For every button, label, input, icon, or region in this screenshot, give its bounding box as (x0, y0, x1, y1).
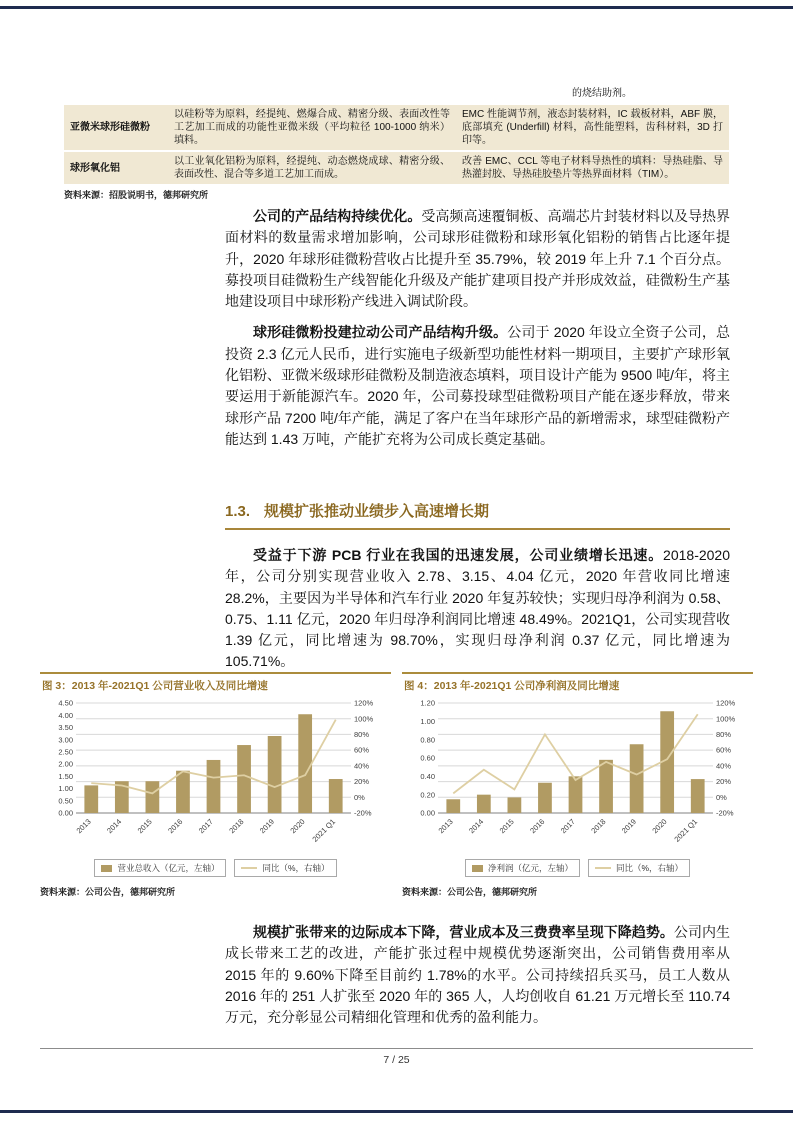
svg-text:2015: 2015 (497, 817, 516, 836)
paragraph-lead: 受益于下游 PCB 行业在我国的迅速发展，公司业绩增长迅速。 (253, 547, 664, 563)
svg-text:0.80: 0.80 (420, 735, 435, 745)
svg-text:0.60: 0.60 (420, 753, 435, 763)
svg-text:2013: 2013 (74, 817, 93, 836)
svg-text:2016: 2016 (528, 817, 547, 836)
page-bottom-rule (0, 1110, 793, 1113)
bar-swatch-icon (472, 865, 483, 872)
paragraph-lead: 规模扩张带来的边际成本下降，营业成本及三费费率呈现下降趋势。 (253, 924, 674, 940)
section-title: 规模扩张推动业绩步入高速增长期 (264, 503, 490, 520)
svg-text:4.50: 4.50 (58, 698, 73, 708)
body-text-block-2 (225, 545, 730, 683)
svg-text:2019: 2019 (257, 817, 277, 836)
svg-text:3.50: 3.50 (58, 723, 73, 733)
legend-item-line (234, 859, 336, 877)
paragraph-body: 受高频高速覆铜板、高端芯片封装材料以及导热界面材料的数量需求增加影响，公司球形硅微粉和球形氧化铝粉的销售占比逐年提升，2020 年球形硅微粉营收占比提升至 35.79%，较 2019 年上升 7.1 个百分点。募投项目硅微粉生产线智能化升级及产能扩建项目投产并形成效益，硅微粉生产基地建设项目中球形粉产线进入调试阶段。 (225, 208, 731, 310)
svg-text:2014: 2014 (105, 817, 124, 836)
cell-application-continuation: 的烧结助剂。 (572, 88, 632, 99)
legend-label: 同比（%，右轴） (262, 863, 330, 873)
svg-text:2016: 2016 (166, 817, 185, 836)
body-text-block-3 (225, 922, 730, 1038)
svg-text:1.50: 1.50 (58, 771, 73, 781)
svg-text:1.00: 1.00 (420, 716, 435, 726)
legend-item-bar (465, 859, 580, 877)
line-swatch-icon (595, 867, 611, 869)
svg-text:2019: 2019 (619, 817, 639, 836)
paragraph (225, 922, 730, 1028)
cell-product-name (64, 84, 168, 103)
svg-text:100%: 100% (716, 714, 736, 724)
paragraph-body: 公司内生成长带来工艺的改进，产能扩张过程中规模优势逐渐突出，公司销售费用率从 2015 年的 9.60%下降至目前约 1.78%的水平。公司持续招兵买马，员工人数从 2016 年的 251 人扩张至 2020 年的 365 人，人均创收自 61.21 万元增长至 110.74 万元，充分彰显公司精细化管理和优秀的盈利能力。 (225, 924, 731, 1026)
svg-text:1.00: 1.00 (58, 784, 73, 794)
paragraph (225, 206, 730, 312)
section-number: 1.3. (225, 503, 251, 520)
chart-plot (402, 695, 753, 853)
svg-text:0.40: 0.40 (420, 771, 435, 781)
charts-row (40, 672, 753, 898)
svg-text:2018: 2018 (227, 817, 246, 836)
svg-text:120%: 120% (354, 698, 374, 708)
table-row-continuation (64, 84, 729, 103)
svg-text:2021 Q1: 2021 Q1 (672, 817, 700, 844)
page-top-rule (0, 6, 793, 9)
svg-text:2017: 2017 (558, 817, 577, 836)
svg-text:0.00: 0.00 (58, 808, 73, 818)
product-table (64, 84, 729, 202)
svg-text:100%: 100% (354, 714, 374, 724)
chart-legend (40, 859, 391, 877)
legend-item-line (588, 859, 690, 877)
svg-text:2013: 2013 (436, 817, 455, 836)
line-swatch-icon (241, 867, 257, 869)
svg-text:-20%: -20% (354, 808, 372, 818)
svg-text:20%: 20% (354, 777, 370, 787)
cell-process: 以硅粉等为原料，经提纯、燃爆合成、精密分级、表面改性等工艺加工而成的功能性亚微米级（平均粒径 100-1000 纳米）填料。 (174, 109, 450, 146)
cell-process: 以工业氧化铝粉为原料，经提纯、动态燃烧成球、精密分级、表面改性、混合等多道工艺加工而成。 (174, 156, 450, 180)
svg-text:2017: 2017 (196, 817, 215, 836)
svg-text:4.00: 4.00 (58, 710, 73, 720)
svg-text:2020: 2020 (650, 817, 669, 836)
chart-title: 图 4：2013 年-2021Q1 公司净利润及同比增速 (402, 672, 753, 695)
svg-text:3.00: 3.00 (58, 735, 73, 745)
cell-process (168, 84, 456, 103)
legend-label: 同比（%，右轴） (615, 863, 684, 873)
svg-text:2.00: 2.00 (58, 759, 73, 769)
chart-legend (402, 859, 753, 877)
svg-text:120%: 120% (716, 698, 736, 708)
svg-text:1.20: 1.20 (420, 698, 435, 708)
cell-product-name: 亚微米球形硅微粉 (70, 122, 150, 133)
page-footer (40, 1048, 753, 1066)
figure-4-net-profit-chart (402, 672, 753, 898)
table-row (64, 105, 729, 150)
cell-application: 改善 EMC、CCL 等电子材料导热性的填料：导热硅脂、导热灌封胶、导热硅胶垫片等热界面材料（TIM）。 (462, 156, 723, 180)
page-number: 7 / 25 (383, 1054, 410, 1066)
paragraph (225, 545, 730, 673)
svg-text:0.00: 0.00 (420, 808, 435, 818)
svg-text:-20%: -20% (716, 808, 734, 818)
svg-text:2020: 2020 (288, 817, 307, 836)
paragraph-lead: 球形硅微粉投建拉动公司产品结构升级。 (253, 324, 508, 341)
paragraph-lead: 公司的产品结构持续优化。 (253, 208, 422, 224)
svg-text:0%: 0% (716, 792, 727, 802)
svg-text:0.20: 0.20 (420, 790, 435, 800)
chart-source: 资料来源：公司公告，德邦研究所 (402, 887, 538, 897)
cell-application: EMC 性能调节剂，液态封装材料，IC 载板材料，ABF 膜，底部填充 (Underfill) 材料，高性能塑料，齿科材料，3D 打印等。 (462, 109, 723, 146)
paragraph (225, 322, 730, 450)
svg-text:2015: 2015 (135, 817, 154, 836)
paragraph-body: 公司于 2020 年设立全资子公司，总投资 2.3 亿元人民币，进行实施电子级新型功能性材料一期项目，主要扩产球形氧化铝粉、亚微米级球形硅微粉及制造液态填料，项目设计产能为 9500 吨/年，将主要运用于新能源汽车。2020 年，公司募投球型硅微粉项目产能在逐步释放，带来球形产品 7200 吨/年产能，满足了客户在当年球形产品的新增需求，球型硅微粉产能达到 1.43 万吨，产能扩充将为公司成长奠定基础。 (225, 324, 730, 447)
bar-swatch-icon (101, 865, 112, 872)
figure-3-revenue-chart (40, 672, 391, 898)
legend-label: 营业总收入（亿元，左轴） (117, 863, 220, 873)
body-text-block-1 (225, 206, 730, 460)
svg-text:40%: 40% (354, 761, 370, 771)
svg-text:60%: 60% (716, 745, 732, 755)
svg-text:0.50: 0.50 (58, 796, 73, 806)
svg-text:2021 Q1: 2021 Q1 (310, 817, 338, 844)
svg-text:60%: 60% (354, 745, 370, 755)
table-source: 资料来源：招股说明书，德邦研究所 (64, 190, 209, 200)
svg-text:80%: 80% (354, 730, 370, 740)
chart-source: 资料来源：公司公告，德邦研究所 (40, 887, 176, 897)
chart-title: 图 3：2013 年-2021Q1 公司营业收入及同比增速 (40, 672, 391, 695)
section-heading (225, 500, 730, 530)
cell-product-name: 球形氧化铝 (70, 162, 120, 174)
table-row (64, 152, 729, 184)
svg-text:40%: 40% (716, 761, 732, 771)
paragraph-body: 2018-2020 年，公司分别实现营业收入 2.78、3.15、4.04 亿元，2020 年营收同比增速 28.2%，主要因为半导体和汽车行业 2020 年复苏较快；实现归母净利润为 0.58、0.75、1.11 亿元，2020 年归母净利润同比增速 48.49%。2021Q1，公司实现营收 1.39 亿元，同比增速为 98.70%，实现归母净利润 0.37 亿元，同比增速为 105.71%。 (225, 547, 730, 670)
svg-text:2.50: 2.50 (58, 747, 73, 757)
legend-item-bar (94, 859, 226, 877)
svg-text:2018: 2018 (589, 817, 608, 836)
legend-label: 净利润（亿元，左轴） (487, 863, 573, 873)
svg-text:2014: 2014 (467, 817, 486, 836)
svg-text:0%: 0% (354, 792, 365, 802)
chart-plot (40, 695, 391, 853)
chart-area (402, 695, 753, 858)
svg-text:80%: 80% (716, 730, 732, 740)
chart-area (40, 695, 391, 858)
svg-text:20%: 20% (716, 777, 732, 787)
